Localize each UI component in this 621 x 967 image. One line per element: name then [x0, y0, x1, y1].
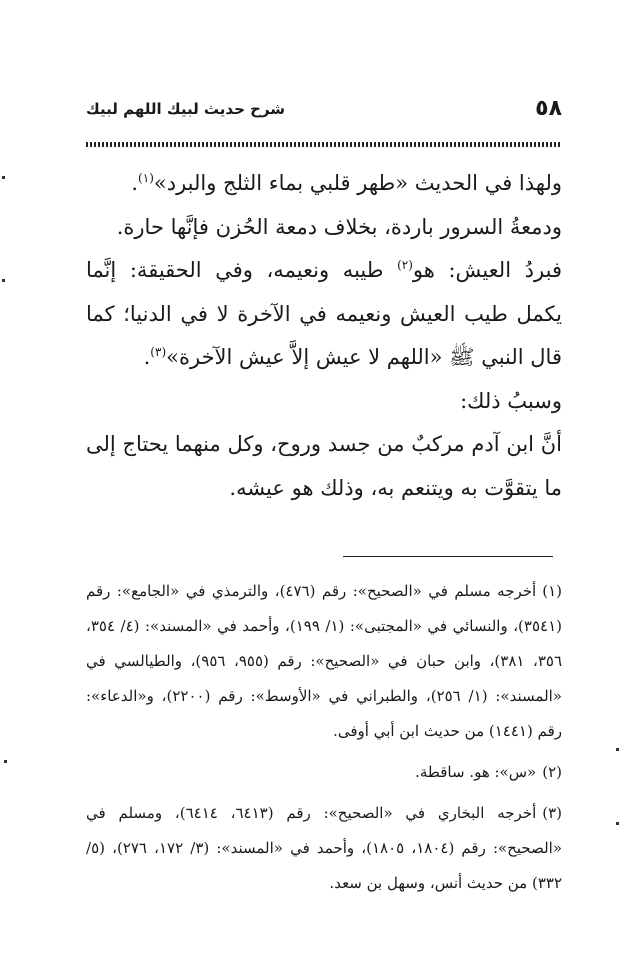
paragraph-3-text-a: فبردُ العيش: هو: [412, 258, 562, 282]
header-rule: [86, 142, 562, 147]
scan-edge-mark: [2, 279, 5, 282]
footnote-text: أخرجه البخاري في «الصحيح»: رقم (٦٤١٣، ٦٤١٤)، ومسلم في «الصحيح»: رقم (١٨٠٤، ١٨٠٥)، وأحمد في «المسند»: (٣/ ١٧٢، ٢٧٦)، (٥/ ٣٣٢) من حديث أنس، وسهل بن سعد.: [86, 804, 562, 892]
paragraph-3-text-b: طيبه ونعيمه، وفي الحقيقة: إنَّما يكمل طيب العيش ونعيمه في الآخرة لا في الدنيا؛ كما قال النبي ﷺ «اللهم لا عيش إلاَّ عيش الآخرة»: [86, 258, 562, 369]
footnote-number: (١): [542, 582, 562, 600]
footnote-number: (٣): [542, 804, 563, 822]
paragraph-3-end: .: [143, 345, 151, 369]
scan-edge-mark: [4, 760, 7, 763]
paragraph-3: [86, 249, 562, 380]
paragraph-5: أنَّ ابن آدم مركبٌ من جسد وروح، وكل منهما يحتاج إلى ما يتقوَّت به ويتنعم به، وذلك هو عيشه.: [86, 432, 562, 500]
paragraph-2: ودمعةُ السرور باردة، بخلاف دمعة الحُزن فإنَّها حارة.: [116, 214, 562, 239]
footnote-number: (٢): [542, 763, 562, 781]
footnote-text: أخرجه مسلم في «الصحيح»: رقم (٤٧٦)، والترمذي في «الجامع»: رقم (٣٥٤١)، والنسائي في «المجتبى»: (١/ ١٩٩)، وأحمد في «المسند»: (٤/ ٣٥٤، ٣٥٦، ٣٨١)، وابن حبان في «الصحيح»: رقم (٩٥٥، ٩٥٦)، والطيالسي في «المسند»: (١/ ٢٥٦)، والطبراني في «الأوسط»: رقم (٢٢٠٠)، و«الدعاء»: رقم (١٤٤١) من حديث ابن أبي أوفى.: [86, 582, 563, 740]
footnote-text: «س»: هو. ساقطة.: [415, 763, 537, 781]
footnote-ref-3: (٣): [150, 345, 167, 359]
footnote-1: [86, 574, 562, 749]
scan-edge-mark: [616, 748, 619, 751]
page-header: [86, 94, 562, 124]
scan-edge-mark: [2, 176, 5, 179]
paragraph-1: [86, 162, 562, 206]
paragraph-4: وسببُ ذلك:: [460, 388, 562, 413]
scan-edge-mark: [616, 822, 619, 825]
footnote-ref-1: (١): [138, 171, 154, 185]
footnote-3: [86, 796, 562, 901]
footnote-separator: [343, 556, 553, 557]
main-text: [86, 162, 562, 510]
footnote-ref-2: (٢): [397, 258, 413, 272]
footnotes: [86, 574, 562, 907]
paragraph-1-text: ولهذا في الحديث «طهر قلبي بماء الثلج والبرد»: [153, 171, 562, 195]
running-head: شرح حديث لبيك اللهم لبيك: [86, 100, 286, 118]
paragraph-1-end: .: [131, 171, 139, 195]
footnote-2: [86, 755, 562, 790]
page-number: ٥٨: [535, 96, 562, 121]
